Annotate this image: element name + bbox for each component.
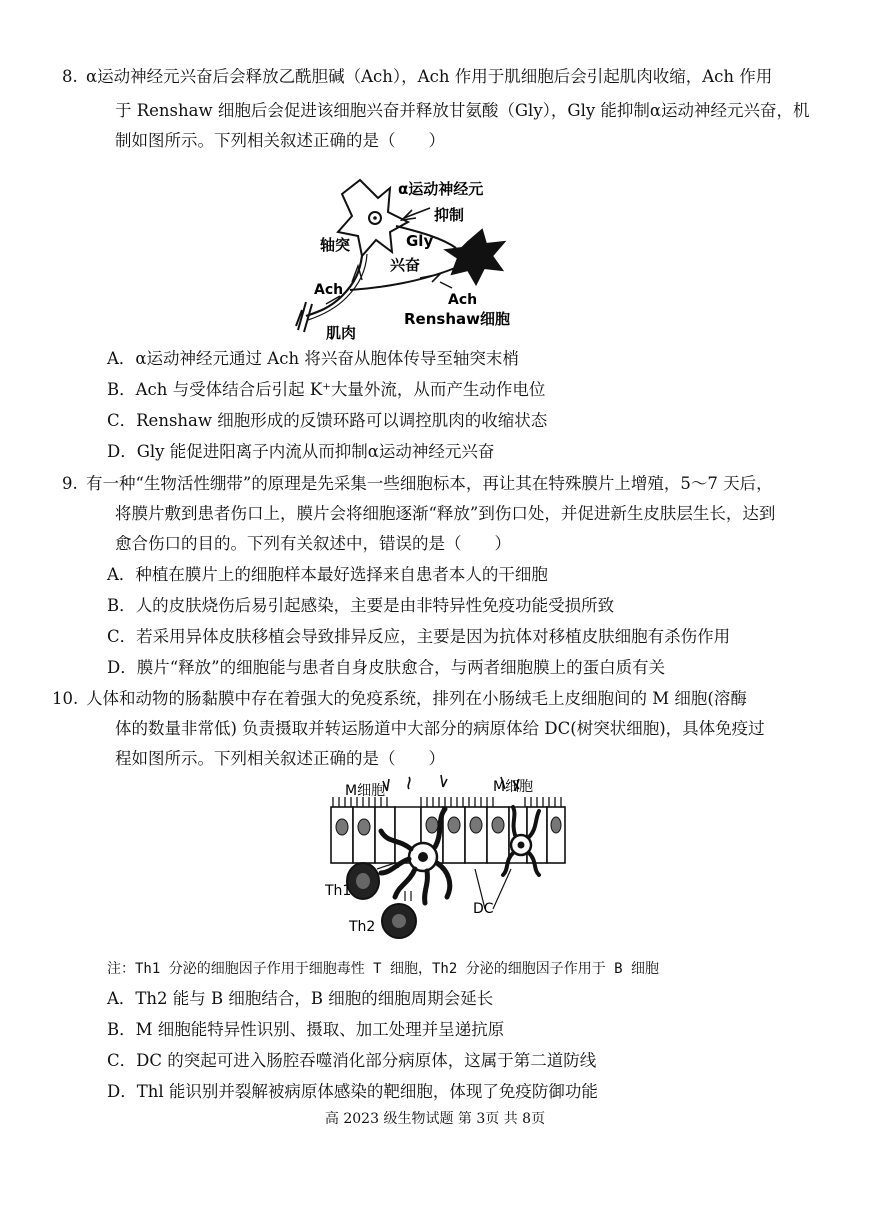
label-axon: 轴突 <box>320 236 351 254</box>
q10-figure-intestinal-immunity-diagram <box>325 773 570 943</box>
q9-option-c: C．若采用异体皮肤移植会导致排异反应，主要是因为抗体对移植皮肤细胞有杀伤作用 <box>107 627 731 646</box>
th1-cell <box>347 863 379 899</box>
label-renshaw-cell: Renshaw细胞 <box>404 310 510 328</box>
muscle-fibers <box>296 302 312 332</box>
label-th2: Th2 <box>349 919 376 935</box>
q9-option-d: D．膜片“释放”的细胞能与患者自身皮肤愈合，与两者细胞膜上的蛋白质有关 <box>107 658 666 677</box>
q9-option-b: B．人的皮肤烧伤后易引起感染，主要是由非特异性免疫功能受损所致 <box>107 596 615 615</box>
q10-option-b: B．M 细胞能特异性识别、摄取、加工处理并呈递抗原 <box>107 1020 505 1039</box>
q10-option-c: C．DC 的突起可进入肠腔吞噬消化部分病原体，这属于第二道防线 <box>107 1051 597 1070</box>
label-alpha-neuron: α运动神经元 <box>398 180 484 198</box>
renshaw-cell-body <box>446 230 504 284</box>
label-m-cell-left: M细胞 <box>345 783 386 799</box>
label-ach-right: Ach <box>448 292 478 308</box>
q10-option-d: D．Thl 能识别并裂解被病原体感染的靶细胞，体现了免疫防御功能 <box>107 1082 598 1101</box>
q10-stem-line-1: 10. 人体和动物的肠黏膜中存在着强大的免疫系统，排列在小肠绒毛上皮细胞间的 M 细胞(溶酶 <box>52 689 747 708</box>
q8-option-c: C．Renshaw 细胞形成的反馈环路可以调控肌肉的收缩状态 <box>107 411 548 430</box>
label-m-cell-right: M细胞 <box>493 779 534 795</box>
q8-stem-line-3: 制如图所示。下列相关叙述正确的是（ ） <box>115 131 445 150</box>
q10-stem-line-2: 体的数量非常低) 负责摄取并转运肠道中大部分的病原体给 DC(树突状细胞)，具体免疫过 <box>115 719 765 738</box>
label-dc: DC <box>473 901 494 917</box>
q8-option-a: A．α运动神经元通过 Ach 将兴奋从胞体传导至轴突末梢 <box>107 349 519 368</box>
q10-stem-line-3: 程如图所示。下列相关叙述正确的是（ ） <box>115 749 445 768</box>
q10-option-a: A．Th2 能与 B 细胞结合，B 细胞的细胞周期会延长 <box>107 989 494 1008</box>
q9-stem-line-3: 愈合伤口的目的。下列有关叙述中，错误的是（ ） <box>115 534 511 553</box>
label-ach-left: Ach <box>314 282 344 298</box>
q8-number: 8. <box>62 67 78 86</box>
label-gly: Gly <box>406 232 434 250</box>
q9-stem-line-1: 9. 有一种“生物活性绷带”的原理是先采集一些细胞标本，再让其在特殊膜片上增殖，5～7 天后， <box>62 474 773 493</box>
label-muscle: 肌肉 <box>326 324 357 342</box>
q8-option-b: B．Ach 与受体结合后引起 K⁺大量外流，从而产生动作电位 <box>107 380 546 399</box>
q9-number: 9. <box>62 474 78 493</box>
q9-option-a: A．种植在膜片上的细胞样本最好选择来自患者本人的干细胞 <box>107 565 548 584</box>
q10-note: 注：Th1 分泌的细胞因子作用于细胞毒性 T 细胞，Th2 分泌的细胞因子作用于 B 细胞 <box>107 961 660 977</box>
q8-stem-line-1: 8. α运动神经元兴奋后会释放乙酰胆碱（Ach），Ach 作用于肌细胞后会引起肌肉收缩，Ach 作用 <box>62 67 773 86</box>
label-th1: Th1 <box>325 883 352 899</box>
label-inhibit: 抑制 <box>434 206 465 224</box>
page-footer: 高 2023 级生物试题 第 3页 共 8页 <box>324 1111 546 1127</box>
th2-cell <box>382 904 416 938</box>
q8-figure-neuron-diagram <box>290 170 530 342</box>
q10-number: 10. <box>52 689 79 708</box>
label-excite: 兴奋 <box>390 256 421 274</box>
q8-stem-line-2: 于 Renshaw 细胞后会促进该细胞兴奋并释放甘氨酸（Gly），Gly 能抑制α运动神经元兴奋，机 <box>115 101 810 120</box>
q8-option-d: D．Gly 能促进阳离子内流从而抑制α运动神经元兴奋 <box>107 442 495 461</box>
q9-stem-line-2: 将膜片敷到患者伤口上，膜片会将细胞逐渐“释放”到伤口处，并促进新生皮肤层生长，达到 <box>115 504 776 523</box>
